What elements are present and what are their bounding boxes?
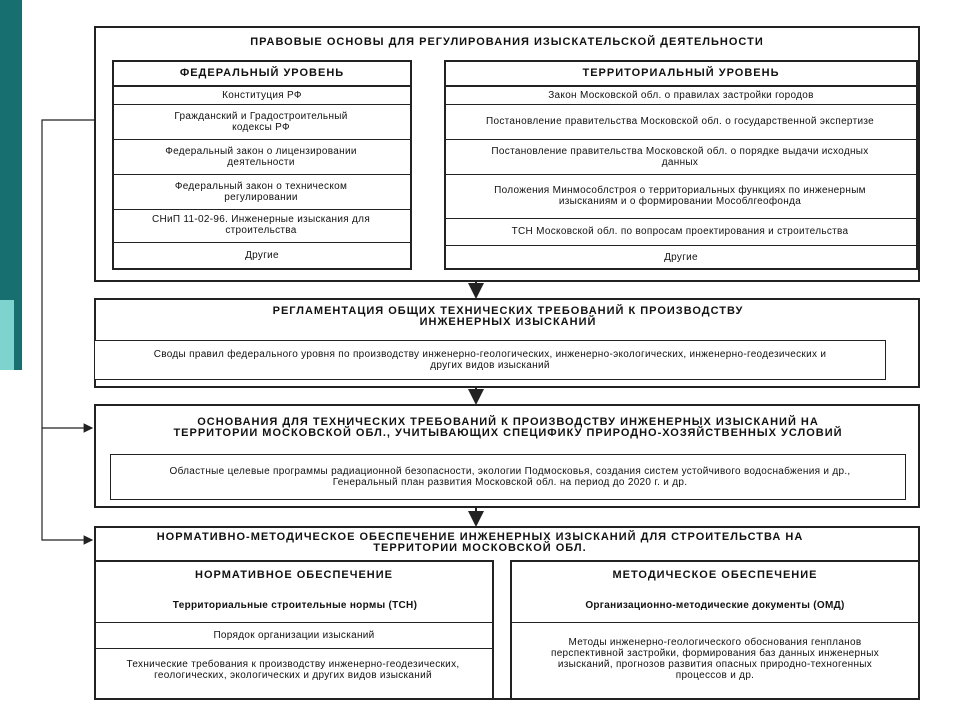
legal-basis-title: ПРАВОВЫЕ ОСНОВЫ ДЛЯ РЕГУЛИРОВАНИЯ ИЗЫСКАТЕЛЬСКОЙ ДЕЯТЕЛЬНОСТИ [250, 35, 764, 48]
federal-item: Другие [245, 250, 279, 261]
foundations-title: ОСНОВАНИЯ ДЛЯ ТЕХНИЧЕСКИХ ТРЕБОВАНИЙ К ПРОИЗВОДСТВУ ИНЖЕНЕРНЫХ ИЗЫСКАНИЙ НА ТЕРРИТОРИИ МОСКОВСКОЙ ОБЛ., УЧИТЫВАЮЩИХ СПЕЦИФИКУ ПРИРОДНО-ХОЗЯЙСТВЕННЫХ УСЛОВИЙ [173, 416, 843, 439]
normative-item: Территориальные строительные нормы (ТСН) [172, 599, 418, 611]
federal-item: Федеральный закон о лицензировании деятельности [165, 145, 357, 168]
territorial-item: Другие [664, 251, 698, 263]
territorial-item: Закон Московской обл. о правилах застройки городов [548, 89, 814, 101]
methodical-item: Методы инженерно-геологического обоснования генпланов перспективной застройки, формирования баз данных инженерных изысканий, прогнозов развития опасных природно-техногенных процессов и др. [550, 637, 879, 681]
territorial-item: Постановление правительства Московской обл. о порядке выдачи исходных данных [491, 145, 869, 168]
normative-item: Порядок организации изысканий [213, 629, 375, 641]
territorial-level-title: ТЕРРИТОРИАЛЬНЫЙ УРОВЕНЬ [582, 66, 780, 79]
federal-item: Гражданский и Градостроительный кодексы РФ [174, 110, 348, 133]
regulation-text: Своды правил федерального уровня по производству инженерно-геологических, инженерно-экологических, инженерно-геодезических и других видов изысканий [153, 349, 827, 371]
methodical-support-title: НОРМАТИВНО-МЕТОДИЧЕСКОЕ ОБЕСПЕЧЕНИЕ ИНЖЕНЕРНЫХ ИЗЫСКАНИЙ ДЛЯ СТРОИТЕЛЬСТВА НА ТЕРРИТОРИИ МОСКОВСКОЙ ОБЛ. [156, 531, 804, 554]
methodical-title: МЕТОДИЧЕСКОЕ ОБЕСПЕЧЕНИЕ [612, 568, 818, 581]
regulation-title: РЕГЛАМЕНТАЦИЯ ОБЩИХ ТЕХНИЧЕСКИХ ТРЕБОВАНИЙ К ПРОИЗВОДСТВУ ИНЖЕНЕРНЫХ ИЗЫСКАНИЙ [272, 305, 744, 328]
territorial-item: Положения Минмособлстроя о территориальных функциях по инженерным изысканиям и о формировании Мособлгеофонда [494, 185, 866, 207]
federal-level-title: ФЕДЕРАЛЬНЫЙ УРОВЕНЬ [179, 66, 345, 79]
territorial-item: ТСН Московской обл. по вопросам проектирования и строительства [511, 226, 849, 237]
federal-item: Конституция РФ [222, 89, 302, 101]
territorial-item: Постановление правительства Московской обл. о государственной экспертизе [486, 116, 874, 127]
foundations-text: Областные целевые программы радиационной безопасности, экологии Подмосковья, создания систем устойчивого водоснабжения и др., Генеральный план развития Московской обл. на период до 2020 г. и др. [169, 466, 851, 488]
methodical-item: Организационно-методические документы (ОМД) [585, 599, 845, 611]
federal-item: СНиП 11-02-96. Инженерные изыскания для строительства [151, 214, 371, 236]
normative-item: Технические требования к производству инженерно-геодезических, геологических, экологических и других видов изысканий [126, 659, 460, 681]
divider [94, 648, 494, 649]
divider [510, 622, 920, 623]
federal-item: Федеральный закон о техническом регулировании [174, 180, 348, 203]
normative-title: НОРМАТИВНОЕ ОБЕСПЕЧЕНИЕ [195, 568, 393, 581]
